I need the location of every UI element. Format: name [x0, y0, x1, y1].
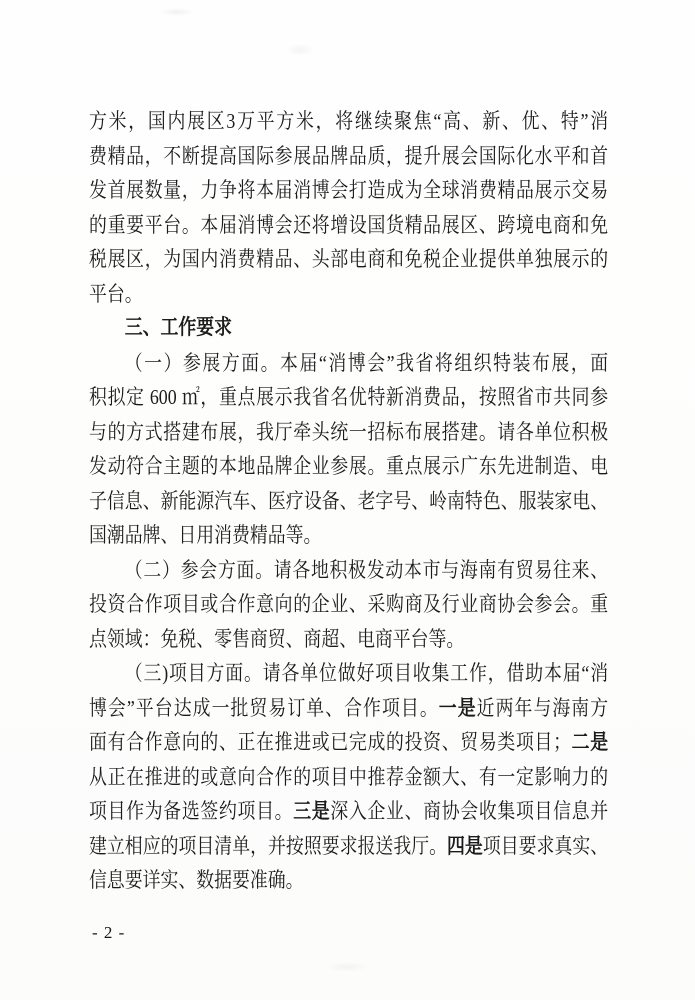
bold-text-run: 三是 — [293, 800, 331, 823]
text-line — [89, 794, 608, 829]
text-run: （二）参会方面。请各地积极发动本市与海南有贸易往来、 — [124, 557, 609, 582]
text-line — [89, 277, 608, 312]
scan-artifact — [286, 44, 314, 56]
text-run: 博会”平台达成一批贸易订单、合作项目。 — [89, 695, 439, 720]
text-run: 税展区，为国内消费精品、头部电商和免税企业提供单独展示的 — [89, 247, 609, 271]
text-run: 从正在推进的或意向合作的项目中推荐金额大、有一定影响力的 — [89, 764, 609, 789]
bold-text-run: 三、工作要求 — [124, 316, 232, 339]
text-run: 费精品，不断提高国际参展品牌品质，提升展会国际化水平和首 — [89, 143, 609, 168]
text-line — [89, 415, 608, 450]
page-number: - 2 - — [92, 923, 126, 942]
text-line — [89, 449, 608, 484]
text-line — [89, 725, 608, 760]
text-run: 点领域：免税、零售商贸、商超、电商平台等。 — [89, 626, 465, 651]
text-run: 的重要平台。本届消博会还将增设国货精品展区、跨境电商和免 — [89, 212, 609, 237]
text-line — [89, 622, 608, 657]
text-run: 深入企业、商协会收集项目信息并 — [330, 799, 609, 823]
text-line — [89, 760, 608, 795]
text-run: 国潮品牌、日用消费精品等。 — [89, 523, 322, 547]
text-run: 项目作为备选签约项目。 — [89, 799, 294, 823]
section-heading — [89, 311, 608, 346]
text-line — [89, 346, 608, 381]
text-run: 项目要求真实、 — [482, 833, 609, 858]
text-line — [89, 208, 608, 243]
text-line — [89, 587, 608, 622]
text-line — [89, 380, 608, 415]
text-line — [89, 518, 608, 553]
text-run: （三)项目方面。请各单位做好项目收集工作，借助本届“消 — [124, 661, 609, 685]
text-run: 建立相应的项目清单，并按照要求报送我厅。 — [89, 833, 448, 858]
scan-artifact — [160, 8, 194, 16]
text-run: 平台。 — [89, 281, 143, 306]
text-run: 子信息、新能源汽车、医疗设备、老字号、岭南特色、服装家电、 — [89, 488, 609, 513]
text-run: 发首展数量，力争将本届消博会打造成为全球消费精品展示交易 — [89, 178, 609, 202]
text-line — [89, 484, 608, 519]
text-run: 面有合作意向的、正在推进或已完成的投资、贸易类项目； — [89, 730, 571, 754]
text-line — [89, 553, 608, 588]
scan-artifact — [325, 962, 369, 972]
text-run: 投资合作项目或合作意向的企业、采购商及行业商协会参会。重 — [89, 592, 609, 616]
document-lines — [89, 104, 608, 898]
text-line — [89, 691, 608, 726]
text-line — [89, 656, 608, 691]
text-line — [89, 139, 608, 174]
bold-text-run: 一是 — [438, 696, 477, 720]
bold-text-run: 四是 — [447, 834, 483, 858]
text-run: （一）参展方面。本届“消博会”我省将组织特装布展，面 — [124, 350, 609, 375]
text-line — [89, 242, 608, 277]
text-line — [89, 104, 608, 139]
text-line — [89, 173, 608, 208]
text-run: 信息要详实、数据要准确。 — [89, 868, 304, 892]
text-line — [89, 829, 608, 864]
text-run: 方米，国内展区3万平方米，将继续聚焦“高、新、优、特”消 — [89, 109, 609, 133]
text-run: 积拟定 600 ㎡，重点展示我省名优特新消费品，按照省市共同参 — [89, 385, 609, 409]
text-line — [89, 863, 608, 898]
text-run: 发动符合主题的本地品牌企业参展。重点展示广东先进制造、电 — [89, 454, 609, 478]
text-run: 近两年与海南方 — [476, 695, 609, 720]
bold-text-run: 二是 — [570, 731, 609, 754]
text-run: 与的方式搭建布展，我厅牵头统一招标布展搭建。请各单位积极 — [89, 419, 609, 444]
